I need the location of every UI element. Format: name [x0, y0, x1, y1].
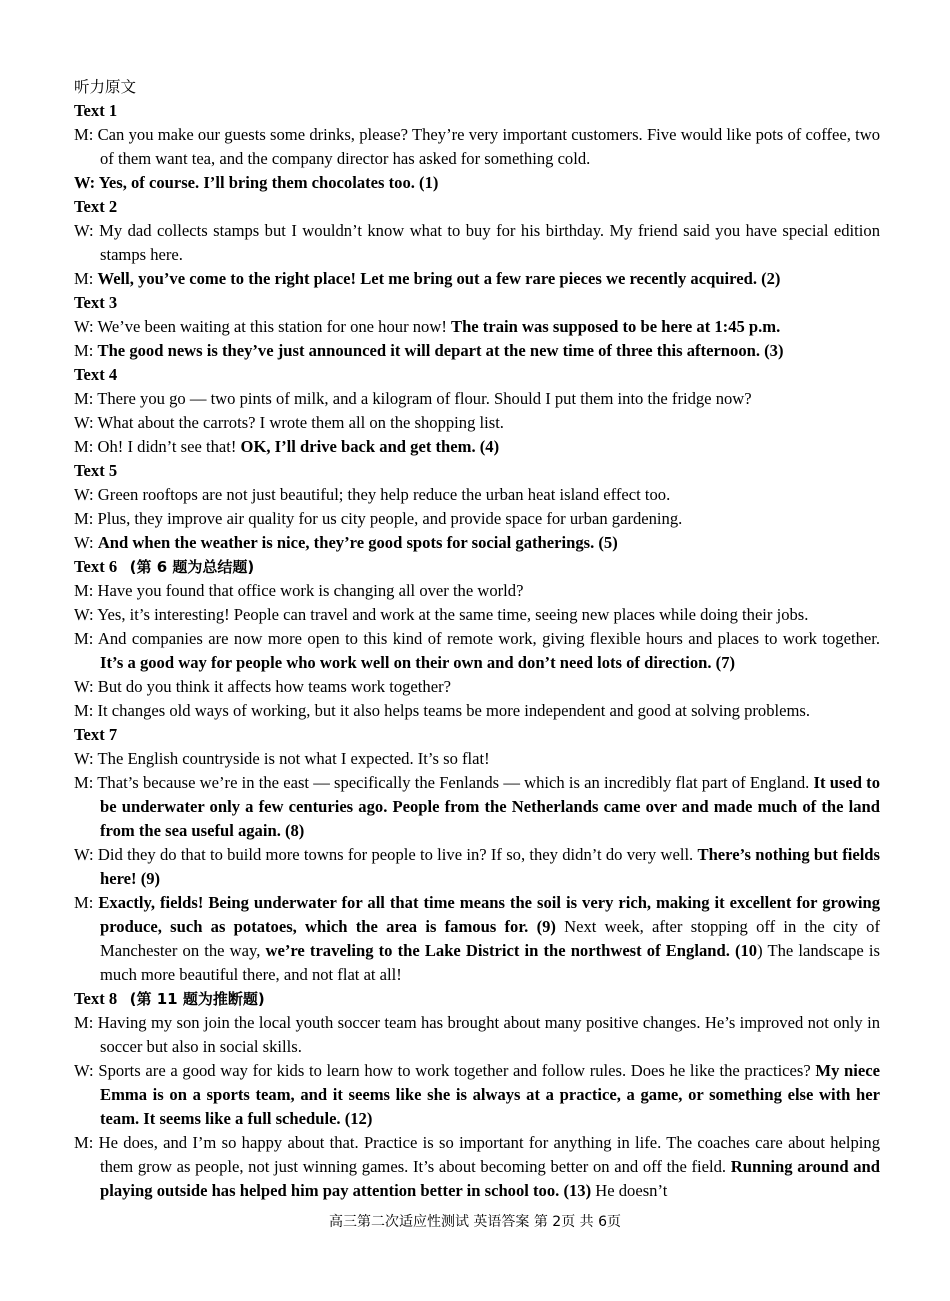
dialogue-line	[74, 699, 880, 723]
text-heading-label: Text 8	[74, 989, 118, 1008]
line-segment: M:	[74, 893, 99, 912]
text-heading	[74, 99, 880, 123]
dialogue-line	[74, 435, 880, 459]
line-segment: W: What about the carrots? I wrote them all on the shopping list.	[74, 413, 504, 432]
answer-segment: Exactly, fields! Being underwater for all that time means the soil is very rich, making it excellent for growing produce, such as potatoes, which the area is famous for. (9)	[98, 893, 881, 936]
line-segment: Next week, after stopping off in the city of Manchester on the way,	[100, 917, 880, 960]
text-heading	[74, 195, 880, 219]
line-segment: He doesn’t	[591, 1181, 668, 1200]
line-segment: M: Having my son join the local youth soccer team has brought about many positive changes. He’s improved not only in soccer but also in social skills.	[74, 1013, 880, 1056]
line-segment: ) The landscape is much more beautiful there, and not flat at all!	[100, 941, 880, 984]
question-note: (第 6 题为总结题)	[129, 558, 255, 576]
text-heading	[74, 459, 880, 483]
dialogue-line	[74, 339, 880, 363]
dialogue-line	[74, 627, 880, 675]
text-heading-label: Text 7	[74, 725, 118, 744]
line-segment: M: Plus, they improve air quality for us city people, and provide space for urban gardening.	[74, 509, 683, 528]
question-note: (第 11 题为推断题)	[129, 990, 265, 1008]
line-segment: M:	[74, 341, 98, 360]
line-segment: W: Yes, it’s interesting! People can travel and work at the same time, seeing new places while doing their jobs.	[74, 605, 809, 624]
line-segment: W: My dad collects stamps but I wouldn’t know what to buy for his birthday. My friend said you have special edition stamps here.	[74, 221, 880, 264]
dialogue-line	[74, 771, 880, 843]
dialogue-line	[74, 507, 880, 531]
answer-segment: W: Yes, of course. I’ll bring them chocolates too. (1)	[74, 173, 439, 192]
dialogue-line	[74, 387, 880, 411]
line-segment: W: But do you think it affects how teams work together?	[74, 677, 451, 696]
dialogue-line	[74, 603, 880, 627]
answer-segment: Well, you’ve come to the right place! Let me bring out a few rare pieces we recently acquired. (2)	[97, 269, 781, 288]
answer-segment: It used to be underwater only a few centuries ago. People from the Netherlands came over and made much of the land from the sea useful again. (8)	[100, 773, 880, 840]
dialogue-line	[74, 531, 880, 555]
answer-segment: There’s nothing but fields here! (9)	[100, 845, 880, 888]
answer-segment: The train was supposed to be here at 1:45 p.m.	[451, 317, 781, 336]
text-heading-label: Text 6	[74, 557, 118, 576]
dialogue-line	[74, 219, 880, 267]
line-segment: W: The English countryside is not what I expected. It’s so flat!	[74, 749, 490, 768]
line-segment: W:	[74, 533, 98, 552]
line-segment: M: Can you make our guests some drinks, please? They’re very important customers. Five would like pots of coffee, two of them want tea, and the company director has asked for something cold.	[74, 125, 880, 168]
dialogue-line	[74, 411, 880, 435]
line-segment: M: There you go — two pints of milk, and a kilogram of flour. Should I put them into the fridge now?	[74, 389, 752, 408]
text-heading	[74, 363, 880, 387]
dialogue-line	[74, 579, 880, 603]
dialogue-line	[74, 747, 880, 771]
line-segment: M: Have you found that office work is changing all over the world?	[74, 581, 524, 600]
transcript-content	[74, 75, 880, 1203]
answer-segment: And when the weather is nice, they’re good spots for social gatherings. (5)	[97, 533, 618, 552]
dialogue-line	[74, 123, 880, 171]
text-heading	[74, 723, 880, 747]
answer-segment: The good news is they’ve just announced it will depart at the new time of three this afternoon. (3)	[97, 341, 784, 360]
transcript-sections	[74, 99, 880, 1203]
line-segment: M: It changes old ways of working, but it also helps teams be more independent and good at solving problems.	[74, 701, 810, 720]
dialogue-line	[74, 1011, 880, 1059]
dialogue-line	[74, 1059, 880, 1131]
dialogue-line	[74, 483, 880, 507]
line-segment: W: Sports are a good way for kids to learn how to work together and follow rules. Does he like the practices?	[74, 1061, 816, 1080]
answer-segment: It’s a good way for people who work well on their own and don’t need lots of direction. (7)	[100, 653, 736, 672]
line-segment: M:	[74, 269, 98, 288]
line-segment: M: He does, and I’m so happy about that. Practice is so important for anything in life. The coaches care about helping them grow as people, not just winning games. It’s about becoming better on and off the field.	[74, 1133, 880, 1176]
answer-segment: Running around and playing outside has helped him pay attention better in school too. (13)	[100, 1157, 881, 1200]
dialogue-line	[74, 171, 880, 195]
text-heading-label: Text 4	[74, 365, 118, 384]
line-segment: M: Oh! I didn’t see that!	[74, 437, 241, 456]
line-segment: M: And companies are now more open to this kind of remote work, giving flexible hours and places to work together.	[74, 629, 880, 648]
dialogue-line	[74, 843, 880, 891]
dialogue-line	[74, 675, 880, 699]
line-segment: M: That’s because we’re in the east — specifically the Fenlands — which is an incredibly flat part of England.	[74, 773, 814, 792]
text-heading-label: Text 1	[74, 101, 118, 120]
text-heading-label: Text 5	[74, 461, 118, 480]
answer-segment: My niece Emma is on a sports team, and it seems like she is always at a practice, a game, or something else with her team. It seems like a full schedule. (12)	[100, 1061, 880, 1128]
dialogue-line	[74, 891, 880, 987]
line-segment: W: Green rooftops are not just beautiful; they help reduce the urban heat island effect too.	[74, 485, 671, 504]
page-title: 听力原文	[74, 78, 137, 96]
text-heading	[74, 555, 880, 579]
text-heading	[74, 291, 880, 315]
answer-segment: OK, I’ll drive back and get them. (4)	[240, 437, 500, 456]
dialogue-line	[74, 267, 880, 291]
text-heading	[74, 987, 880, 1011]
text-heading-label: Text 2	[74, 197, 118, 216]
dialogue-line	[74, 315, 880, 339]
line-segment: W: We’ve been waiting at this station for one hour now!	[74, 317, 451, 336]
answer-segment: we’re traveling to the Lake District in the northwest of England. (10	[265, 941, 758, 960]
page-footer: 高三第二次适应性测试 英语答案 第 2页 共 6页	[328, 1214, 622, 1230]
dialogue-line	[74, 1131, 880, 1203]
line-segment: W: Did they do that to build more towns for people to live in? If so, they didn’t do very well.	[74, 845, 698, 864]
text-heading-label: Text 3	[74, 293, 118, 312]
